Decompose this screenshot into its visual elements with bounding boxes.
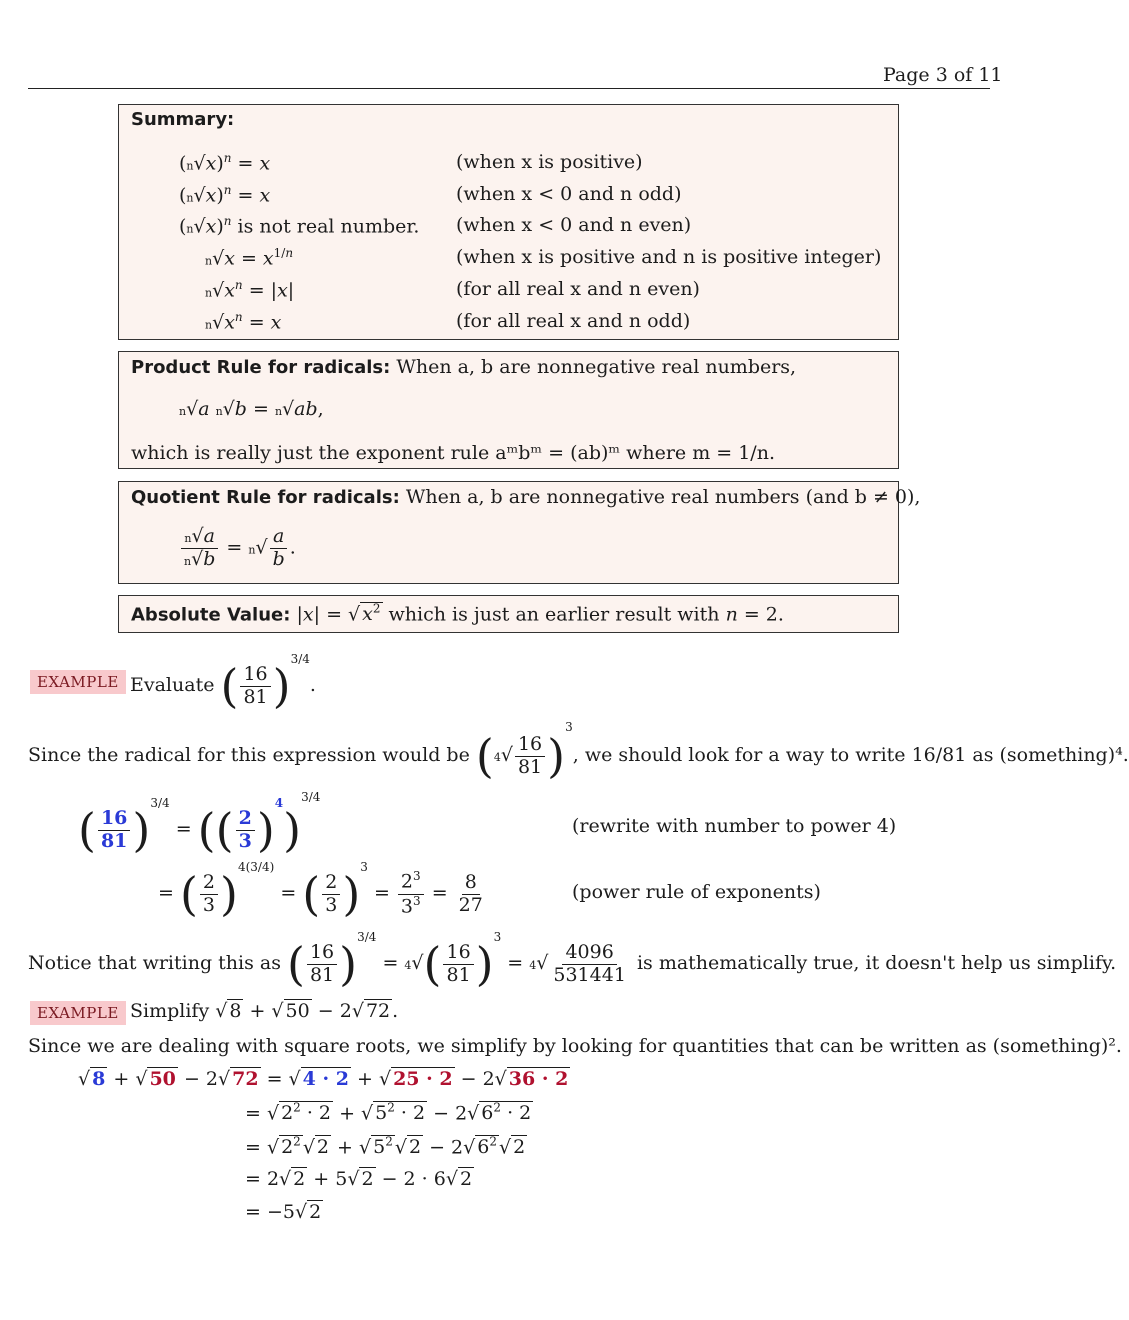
radical-sentence-b: , we should look for a way to write 16/81 as (something)⁴. <box>572 744 1129 766</box>
example2-intro: Since we are dealing with square roots, we simplify by looking for quantities that can be written as (something)². <box>28 1035 1122 1057</box>
summary-cond-2: (when x < 0 and n odd) <box>456 183 682 205</box>
example1-step2-note: (power rule of exponents) <box>572 881 821 903</box>
example2-badge: EXAMPLE <box>30 1001 126 1025</box>
product-rule-intro: When a, b are nonnegative real numbers, <box>396 356 797 378</box>
example1-prompt: Evaluate ( $\frac{16}{81}$ )$^{3/4}$. <box>130 652 316 713</box>
summary-cond-5: (for all real x and n even) <box>456 278 700 300</box>
example1-step1-note: (rewrite with number to power 4) <box>572 815 897 837</box>
example2-line2: = √ $2^2 \cdot 2$ + √ $5^2 \cdot 2 - 2√$ $6^2 \cdot 2$ <box>245 1101 532 1125</box>
notice-a: Notice that writing this as <box>28 952 281 974</box>
product-rule-box <box>118 351 899 469</box>
example2-line4: = 2√ 2 + 5√ 2 − 2 · 6√ 2 <box>245 1168 473 1190</box>
example1-step1: ( $\frac{16}{81}$ )$^{3/4}$ = (( $\frac{2}{3}$ )$^4$)$^{3/4}$ <box>78 790 321 857</box>
quotient-rule-formula: $\frac{n√a}{n√b}$ = n√ $\frac{a}{b}$ . <box>179 526 296 571</box>
example1-step2: = ( $\frac{2}{3}$ )$^{4(3/4)}$ = ( $\frac{2}{3}$ )$^3$ = $\frac{2^3}{3^3}$ = $\frac{8}{27}$ <box>158 860 483 921</box>
example1-badge: EXAMPLE <box>30 670 126 694</box>
quotient-rule-header <box>131 486 920 508</box>
summary-rule-2: $(n√x)^n = x$ <box>179 183 271 207</box>
summary-title: Summary: <box>131 109 235 130</box>
summary-rule-1: $(n√x)^n = x$ <box>179 151 271 175</box>
absolute-value-title: Absolute Value: <box>131 604 291 626</box>
example1-notice: Notice that writing this as ( $\frac{16}{81}$ )$^{3/4}$ = 4√( $\frac{16}{81}$ )$^3$ = 4√ $\frac{4096}{531441}$ is mathematically true, it doesn't help us simplify. <box>28 930 1117 991</box>
summary-cond-1: (when x is positive) <box>456 151 643 173</box>
product-rule-note: which is really just the exponent rule aᵐbᵐ = (ab)ᵐ where m = 1/n. <box>131 442 775 464</box>
example1-radical-sentence: Since the radical for this expression would be (4√ $\frac{16}{81}$ )$^3$, we should look for a way to write 16/81 as (something)⁴. <box>28 720 1129 783</box>
header-divider <box>28 88 990 89</box>
summary-cond-6: (for all real x and n odd) <box>456 310 691 332</box>
summary-cond-4: (when x is positive and n is positive integer) <box>456 246 882 268</box>
summary-rule-4: $n√x = x^{1/n}$ <box>205 246 294 270</box>
product-rule-header <box>131 356 796 378</box>
example1-prompt-text: Evaluate <box>130 674 215 696</box>
example2-line5: = −5√ 2 <box>245 1201 322 1223</box>
example2-line1: √ 8 + √ 50 − 2√ 72 = √ 4 · 2 + √ 25 · 2 − 2√ 36 · 2 <box>78 1068 569 1090</box>
quotient-rule-intro: When a, b are nonnegative real numbers (and b ≠ 0), <box>405 486 921 508</box>
absolute-value-box <box>118 595 899 633</box>
absolute-value-text: |x| = √ $x^2$ which is just an earlier result with n = 2. <box>296 602 784 626</box>
example2-line3: = √ $2^2$ √ 2 + √ $5^2$ √ 2 − 2√ $6^2$ √ 2 <box>245 1135 526 1159</box>
example2-prompt: Simplify √ 8 + √ 50 − 2√ 72 . <box>130 1000 399 1022</box>
summary-rule-3: $(n√x)^n$ is not real number. <box>179 214 420 238</box>
product-rule-title: Product Rule for radicals: <box>131 357 391 378</box>
summary-rule-5: $n√x^n = |x|$ <box>205 278 295 302</box>
notice-b: is mathematically true, it doesn't help us simplify. <box>636 952 1117 974</box>
radical-sentence-a: Since the radical for this expression would be <box>28 744 470 766</box>
quotient-rule-box <box>118 481 921 584</box>
quotient-rule-title: Quotient Rule for radicals: <box>131 487 400 508</box>
absolute-value-line <box>131 602 784 625</box>
summary-rule-6: $n√x^n = x$ <box>205 310 282 334</box>
product-rule-formula: n√a n√b = n√ab, <box>179 398 324 420</box>
summary-box <box>118 104 899 340</box>
page-number: Page 3 of 11 <box>883 64 1003 86</box>
summary-cond-3: (when x < 0 and n even) <box>456 214 692 236</box>
